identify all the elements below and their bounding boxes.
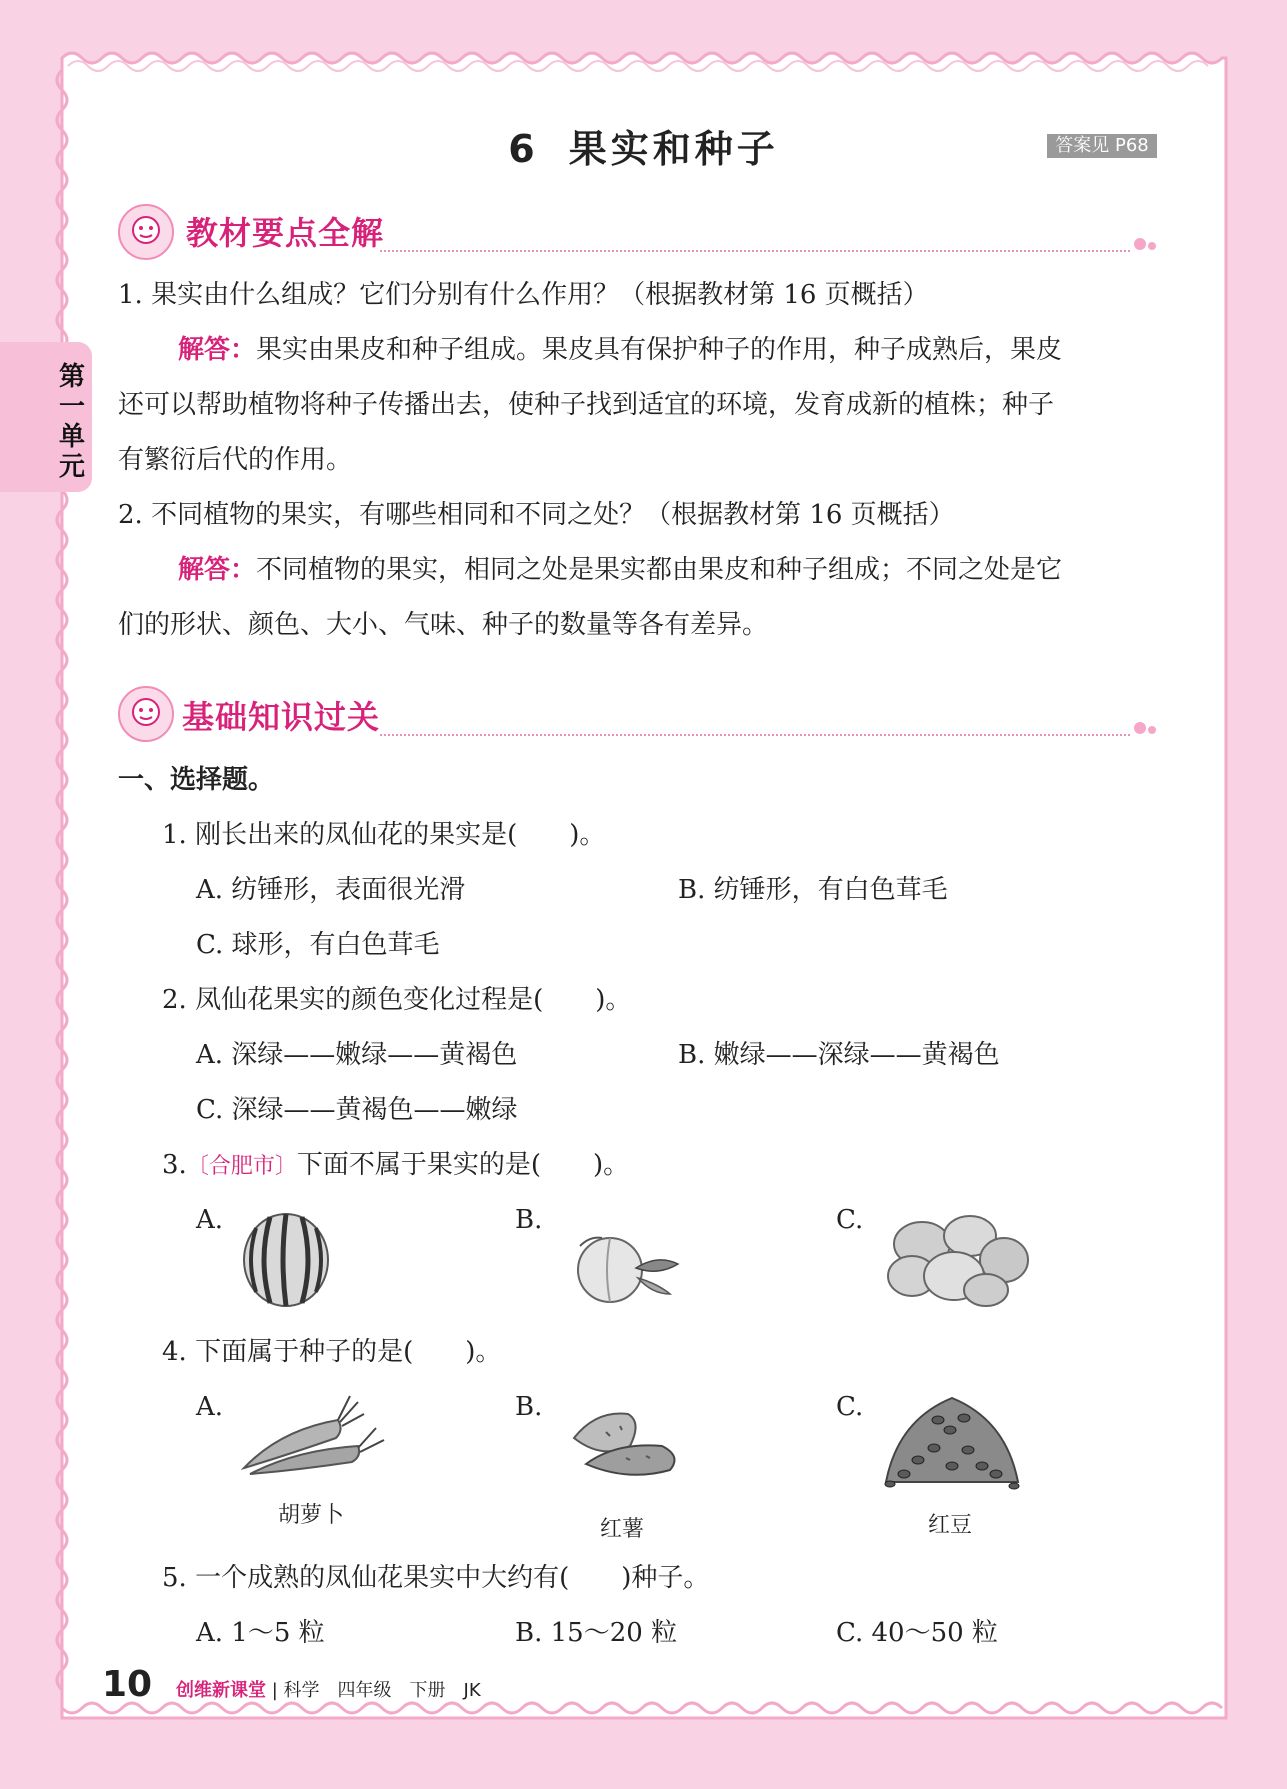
footer-info [176,1676,481,1702]
mc-5-option-b[interactable]: B. 15～20 粒 [515,1618,678,1648]
mc-3-option-c[interactable]: C. [836,1205,864,1235]
mc-4-option-a[interactable]: A. [196,1392,224,1422]
answer-2-line-2: 们的形状、颜色、大小、气味、种子的数量等各有差异。 [118,610,769,640]
mc-question-1: 1. 刚长出来的凤仙花的果实是( )。 [162,820,606,850]
mc-1-option-b[interactable]: B. 纺锤形，有白色茸毛 [678,875,948,905]
region-tag: 〔合肥市〕 [186,1154,297,1179]
question-2-text: 2. 不同植物的果实，有哪些相同和不同之处？（根据教材第 16 页概括） [118,500,955,530]
divider-end-dots [1134,238,1146,250]
carrot-caption: 胡萝卜 [278,1503,345,1528]
mc-3-option-a[interactable]: A. [196,1205,224,1235]
mc-3-stem: 下面不属于果实的是( )。 [296,1150,630,1180]
section-heading-basic-knowledge: 基础知识过关 [182,698,381,736]
section-divider [380,734,1130,736]
sweet-potato-caption: 红薯 [600,1517,645,1542]
watermelon-image [240,1208,332,1308]
divider-end-dot-small [1148,242,1156,250]
section-divider [380,250,1130,252]
answer-1-line-2: 还可以帮助植物将种子传播出去，使种子找到适宜的环境，发育成新的植株；种子 [118,390,1055,420]
footer-separator: | [271,1680,278,1701]
chapter-side-label: 第一单元 [58,362,85,482]
mc-question-2: 2. 凤仙花果实的颜色变化过程是( )。 [162,985,632,1015]
mc-4-option-c[interactable]: C. [836,1392,864,1422]
divider-end-dots [1134,722,1146,734]
mc-1-option-a[interactable]: A. 纺锤形，表面很光滑 [196,875,466,905]
mc-1-option-c[interactable]: C. 球形，有白色茸毛 [196,930,440,960]
answer-label: 解答： [178,335,257,365]
answer-1-line-1 [178,335,1062,365]
mc-3-number: 3. [162,1150,187,1180]
red-beans-caption: 红豆 [928,1513,973,1538]
mc-5-option-c[interactable]: C. 40～50 粒 [836,1618,998,1648]
answer-2-text-1: 不同植物的果实，相同之处是果实都由果皮和种子组成；不同之处是它 [256,555,1063,585]
mc-3-option-b[interactable]: B. [515,1205,543,1235]
mc-5-option-a[interactable]: A. 1～5 粒 [196,1618,325,1648]
mc-4-option-b[interactable]: B. [515,1392,543,1422]
answer-reference-badge: 答案见 P68 [1047,134,1157,158]
mc-2-option-b[interactable]: B. 嫩绿——深绿——黄褐色 [678,1040,1000,1070]
divider-end-dot-small [1148,726,1156,734]
cartoon-mascot-icon [118,686,174,742]
mc-2-option-a[interactable]: A. 深绿——嫩绿——黄褐色 [196,1040,518,1070]
mc-question-3 [162,1150,629,1182]
lesson-number: 6 [508,127,539,171]
answer-2-line-1 [178,555,1062,585]
red-beans-image [878,1390,1026,1490]
carrot-image [240,1390,390,1476]
lesson-title-text: 果实和种子 [568,127,779,171]
potatoes-image [882,1210,1032,1310]
mc-question-5: 5. 一个成熟的凤仙花果实中大约有( )种子。 [162,1563,710,1593]
book-info: 科学 四年级 下册 JK [283,1680,481,1701]
peach-image [566,1224,682,1304]
mc-question-4: 4. 下面属于种子的是( )。 [162,1337,502,1367]
mc-2-option-c[interactable]: C. 深绿——黄褐色——嫩绿 [196,1095,518,1125]
sweet-potato-image [566,1398,686,1480]
page-number: 10 [102,1664,153,1705]
question-1-text: 1. 果实由什么组成？它们分别有什么作用？（根据教材第 16 页概括） [118,280,929,310]
answer-label: 解答： [178,555,257,585]
answer-1-text-1: 果实由果皮和种子组成。果皮具有保护种子的作用，种子成熟后，果皮 [256,335,1063,365]
cartoon-mascot-icon [118,204,174,260]
answer-1-line-3: 有繁衍后代的作用。 [118,445,353,475]
section-heading-key-points: 教材要点全解 [186,214,385,252]
brand-name: 创维新课堂 [176,1680,266,1701]
part-heading-multiple-choice: 一、选择题。 [118,765,275,795]
